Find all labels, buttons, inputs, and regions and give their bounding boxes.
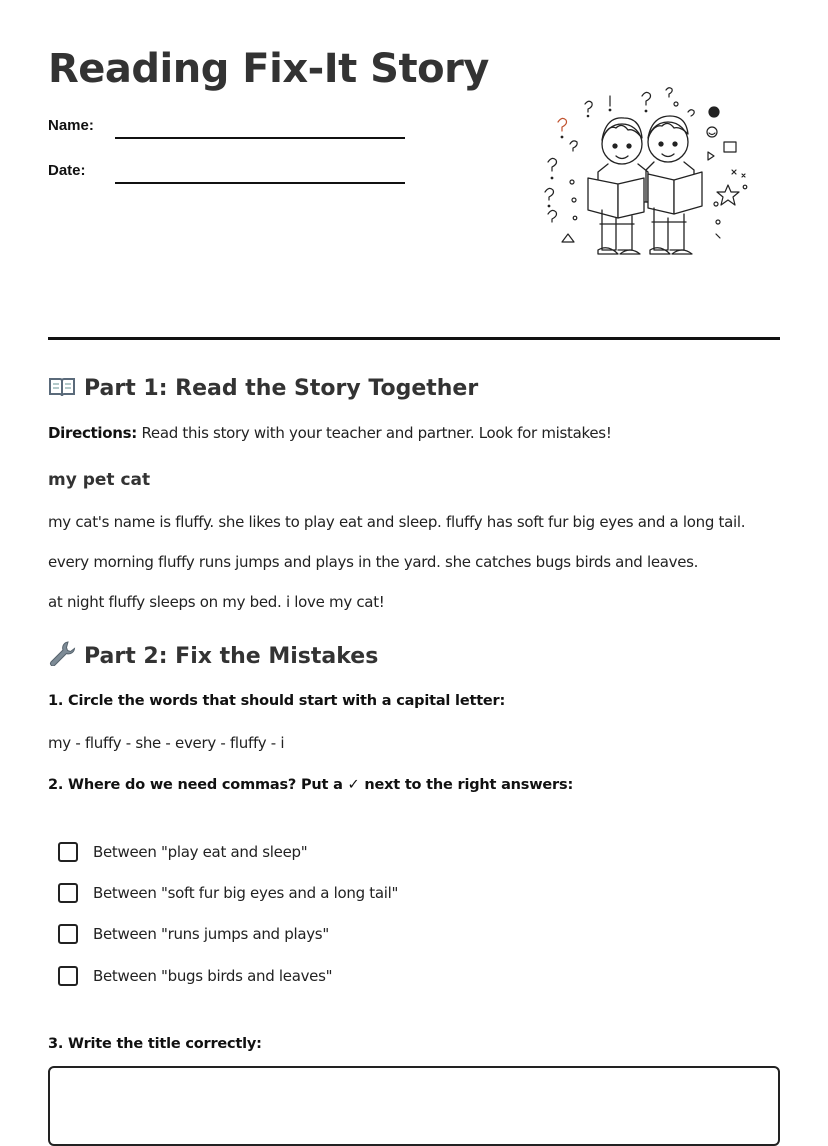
date-label: Date:	[48, 162, 86, 179]
open-book-icon	[48, 376, 76, 398]
title-answer-box[interactable]	[48, 1066, 780, 1146]
story-line: at night fluffy sleeps on my bed. i love my cat!	[48, 593, 385, 611]
section-divider	[48, 337, 780, 340]
question-3: 3. Write the title correctly:	[48, 1036, 262, 1052]
option-checkbox[interactable]	[58, 966, 78, 986]
question-2: 2. Where do we need commas? Put a ✓ next to the right answers:	[48, 777, 574, 793]
part1-heading	[48, 376, 478, 401]
two-kids-reading-books-icon	[540, 82, 750, 272]
name-label: Name:	[48, 117, 94, 134]
part2-heading	[48, 640, 378, 669]
option-label: Between "bugs birds and leaves"	[93, 967, 333, 985]
option-label: Between "runs jumps and plays"	[93, 925, 329, 943]
date-line[interactable]	[115, 182, 405, 184]
story-title: my pet cat	[48, 470, 151, 490]
capital-words-list: my - fluffy - she - every - fluffy - i	[48, 734, 285, 752]
option-label: Between "play eat and sleep"	[93, 843, 308, 861]
story-line: my cat's name is fluffy. she likes to play eat and sleep. fluffy has soft fur big eyes and a long tail.	[48, 513, 746, 531]
option-checkbox[interactable]	[58, 883, 78, 903]
worksheet-title: Reading Fix-It Story	[48, 46, 489, 92]
name-line[interactable]	[115, 137, 405, 139]
option-label: Between "soft fur big eyes and a long tail"	[93, 884, 399, 902]
comma-option[interactable]	[58, 881, 398, 905]
part1-heading-text: Part 1: Read the Story Together	[84, 376, 479, 401]
wrench-icon	[48, 640, 76, 666]
directions-label: Directions:	[48, 424, 137, 442]
comma-option[interactable]	[58, 964, 332, 988]
comma-option[interactable]	[58, 840, 307, 864]
story-line: every morning fluffy runs jumps and plays in the yard. she catches bugs birds and leaves.	[48, 553, 699, 571]
part2-heading-text: Part 2: Fix the Mistakes	[84, 644, 379, 669]
comma-option[interactable]	[58, 922, 329, 946]
option-checkbox[interactable]	[58, 924, 78, 944]
question-1: 1. Circle the words that should start with a capital letter:	[48, 693, 506, 709]
directions	[48, 424, 612, 442]
option-checkbox[interactable]	[58, 842, 78, 862]
directions-text: Read this story with your teacher and partner. Look for mistakes!	[141, 424, 612, 442]
